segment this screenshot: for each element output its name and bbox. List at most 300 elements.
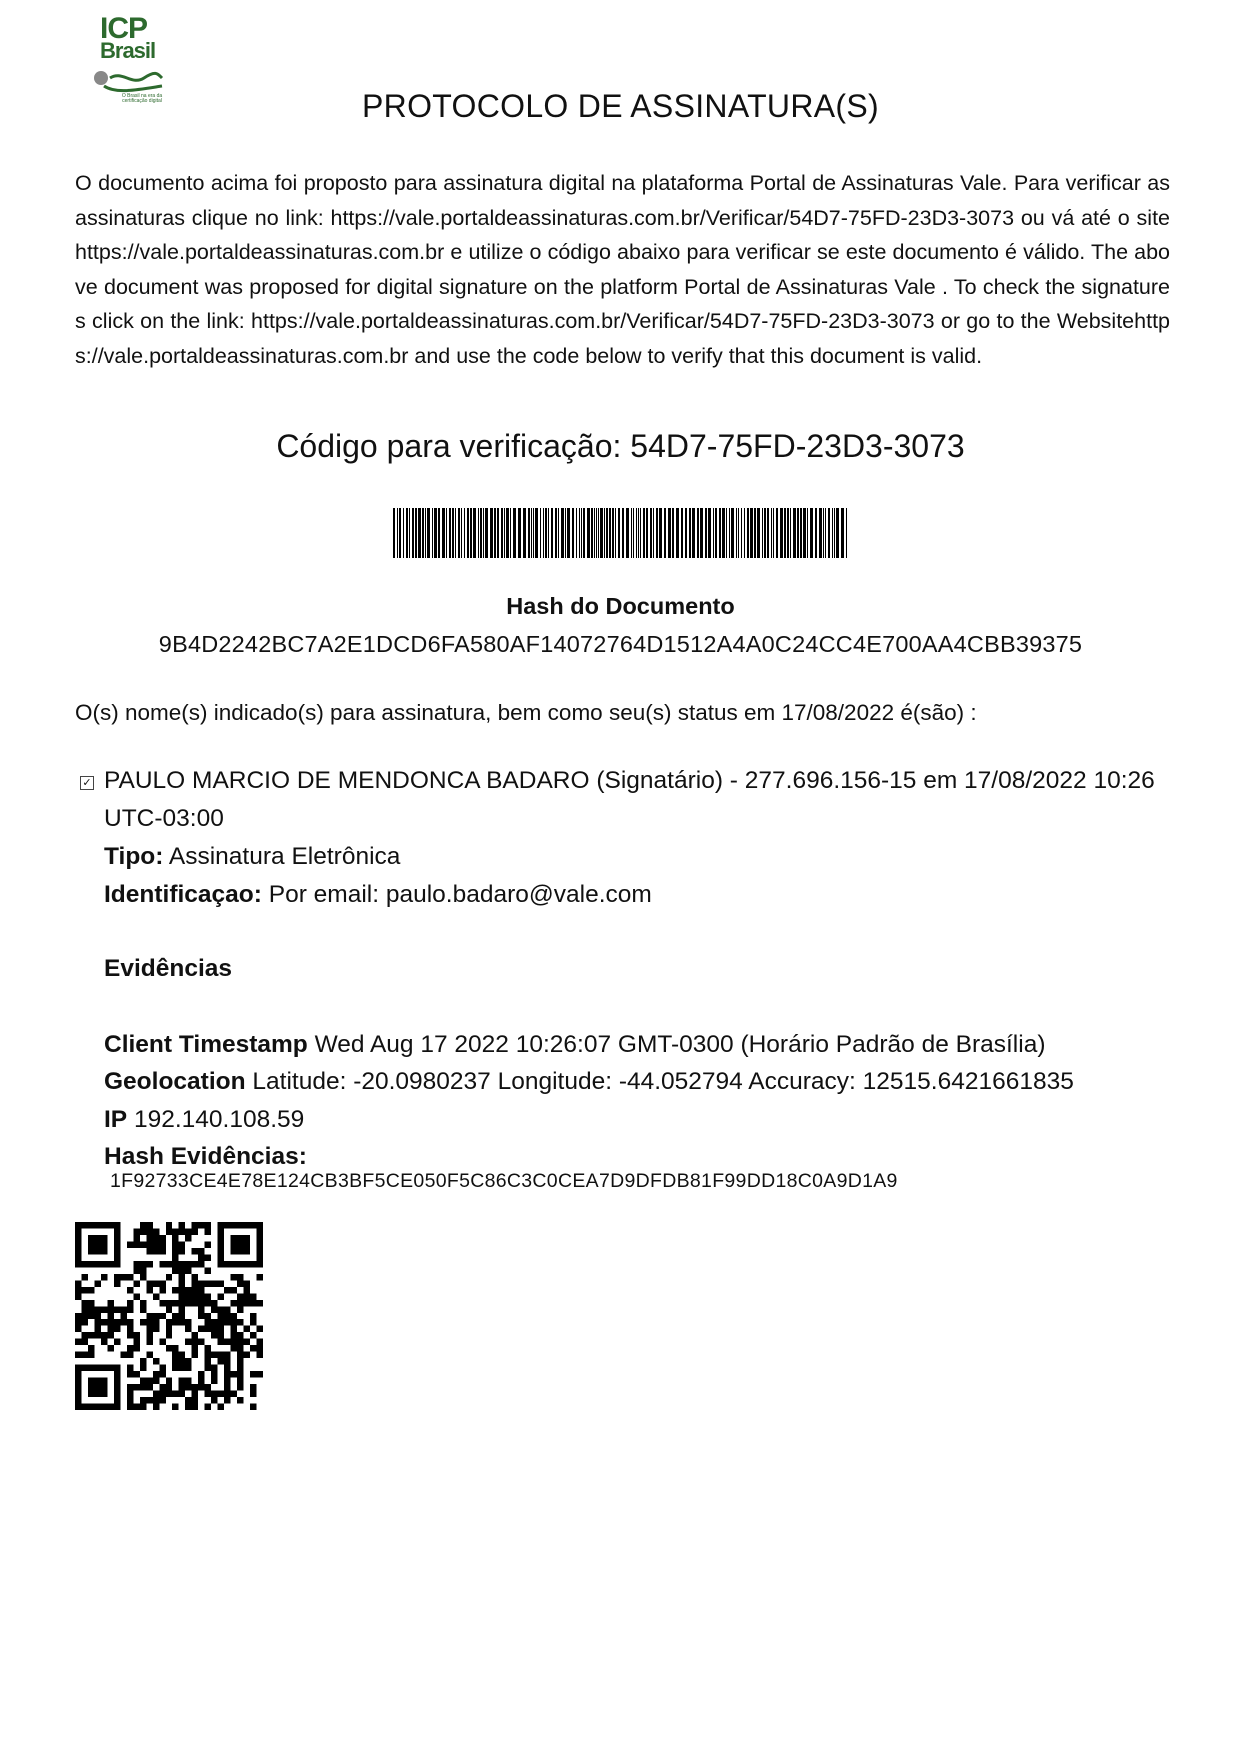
- barcode-bar: [594, 508, 595, 558]
- qr-module: [237, 1306, 243, 1312]
- verification-code-line: [0, 428, 1241, 465]
- qr-module: [127, 1404, 133, 1410]
- barcode-bar: [438, 508, 440, 558]
- qr-module: [133, 1293, 139, 1299]
- qr-module: [153, 1235, 159, 1241]
- qr-module: [205, 1384, 211, 1390]
- qr-module: [94, 1313, 100, 1319]
- qr-module: [218, 1339, 224, 1345]
- qr-module: [88, 1352, 94, 1358]
- qr-module: [81, 1365, 87, 1371]
- barcode-bar: [434, 508, 437, 558]
- qr-module: [192, 1339, 198, 1345]
- barcode-bar: [403, 508, 404, 558]
- qr-module: [133, 1228, 139, 1234]
- qr-module: [231, 1261, 237, 1267]
- qr-module: [192, 1384, 198, 1390]
- qr-module: [75, 1326, 81, 1332]
- barcode-bar: [722, 508, 725, 558]
- qr-module: [185, 1261, 191, 1267]
- barcode-bar: [415, 508, 417, 558]
- signer-type-value: Assinatura Eletrônica: [168, 843, 401, 870]
- qr-module: [218, 1254, 224, 1260]
- qr-module: [185, 1287, 191, 1293]
- qr-module: [179, 1378, 185, 1384]
- qr-module: [179, 1384, 185, 1390]
- qr-module: [133, 1241, 139, 1247]
- qr-module: [159, 1261, 165, 1267]
- qr-module: [88, 1391, 94, 1397]
- barcode-bar: [823, 508, 824, 558]
- qr-module: [179, 1300, 185, 1306]
- qr-module: [185, 1397, 191, 1403]
- qr-module: [218, 1280, 224, 1286]
- barcode-bar: [393, 508, 395, 558]
- qr-module: [140, 1306, 146, 1312]
- qr-module: [146, 1313, 152, 1319]
- qr-module: [159, 1391, 165, 1397]
- barcode-bar: [729, 508, 730, 558]
- qr-module: [198, 1313, 204, 1319]
- qr-module: [192, 1391, 198, 1397]
- barcode-bar: [825, 508, 826, 558]
- qr-module: [205, 1228, 211, 1234]
- qr-module: [94, 1248, 100, 1254]
- qr-module: [211, 1332, 217, 1338]
- qr-module: [231, 1345, 237, 1351]
- barcode-bar: [697, 508, 699, 558]
- qr-module: [211, 1280, 217, 1286]
- qr-module: [218, 1248, 224, 1254]
- qr-module: [101, 1222, 107, 1228]
- barcode-bar: [650, 508, 652, 558]
- qr-module: [185, 1384, 191, 1390]
- qr-module: [244, 1326, 250, 1332]
- qr-module: [237, 1345, 243, 1351]
- qr-module: [166, 1326, 172, 1332]
- qr-module: [166, 1391, 172, 1397]
- barcode-bar: [510, 508, 511, 558]
- qr-module: [81, 1319, 87, 1325]
- qr-module: [75, 1222, 81, 1228]
- barcode-bar: [736, 508, 737, 558]
- barcode-bar: [664, 508, 666, 558]
- qr-module: [140, 1241, 146, 1247]
- qr-module: [127, 1319, 133, 1325]
- qr-module: [159, 1397, 165, 1403]
- qr-module: [237, 1261, 243, 1267]
- qr-module: [75, 1371, 81, 1377]
- qr-module: [179, 1365, 185, 1371]
- barcode-bar: [797, 508, 799, 558]
- qr-module: [231, 1287, 237, 1293]
- qr-module: [166, 1274, 172, 1280]
- qr-module: [81, 1300, 87, 1306]
- qr-module: [140, 1397, 146, 1403]
- barcode-bar: [425, 508, 426, 558]
- qr-module: [153, 1371, 159, 1377]
- evidence-hash-label: Hash Evidências:: [104, 1143, 307, 1170]
- qr-module: [114, 1371, 120, 1377]
- qr-module: [88, 1300, 94, 1306]
- qr-module: [185, 1300, 191, 1306]
- qr-module: [75, 1280, 81, 1286]
- qr-module: [257, 1339, 263, 1345]
- qr-module: [185, 1404, 191, 1410]
- qr-module: [81, 1287, 87, 1293]
- client-timestamp-label: Client Timestamp: [104, 1031, 308, 1058]
- qr-module: [127, 1287, 133, 1293]
- qr-module: [224, 1287, 230, 1293]
- qr-module: [172, 1313, 178, 1319]
- qr-module: [75, 1235, 81, 1241]
- qr-module: [205, 1222, 211, 1228]
- qr-module: [224, 1378, 230, 1384]
- barcode-bar: [432, 508, 433, 558]
- barcode-bar: [581, 508, 582, 558]
- qr-module: [224, 1397, 230, 1403]
- qr-module: [114, 1365, 120, 1371]
- qr-module: [146, 1319, 152, 1325]
- qr-module: [114, 1254, 120, 1260]
- qr-module: [146, 1235, 152, 1241]
- qr-module: [244, 1339, 250, 1345]
- qr-module: [159, 1248, 165, 1254]
- qr-module: [205, 1293, 211, 1299]
- qr-module: [140, 1267, 146, 1273]
- qr-module: [75, 1397, 81, 1403]
- qr-module: [185, 1326, 191, 1332]
- qr-module: [244, 1241, 250, 1247]
- qr-module: [127, 1384, 133, 1390]
- qr-module: [250, 1404, 256, 1410]
- qr-module: [257, 1254, 263, 1260]
- qr-module: [257, 1326, 263, 1332]
- qr-module: [192, 1287, 198, 1293]
- qr-module: [257, 1222, 263, 1228]
- barcode-bar: [579, 508, 580, 558]
- document-hash-value: 9B4D2242BC7A2E1DCD6FA580AF14072764D1512A4A0C24CC4E700AA4CBB39375: [158, 631, 1083, 657]
- qr-module: [159, 1235, 165, 1241]
- barcode-bar: [561, 508, 564, 558]
- barcode-bar: [773, 508, 774, 558]
- qr-module: [185, 1339, 191, 1345]
- qr-module: [205, 1241, 211, 1247]
- qr-module: [101, 1261, 107, 1267]
- qr-module: [159, 1339, 165, 1345]
- qr-module: [231, 1391, 237, 1397]
- qr-module: [127, 1274, 133, 1280]
- qr-module: [127, 1326, 133, 1332]
- verification-code: 54D7-75FD-23D3-3073: [630, 428, 965, 464]
- qr-module: [192, 1332, 198, 1338]
- barcode-bar: [452, 508, 454, 558]
- qr-module: [153, 1313, 159, 1319]
- qr-module: [75, 1404, 81, 1410]
- qr-module: [172, 1352, 178, 1358]
- qr-module: [172, 1261, 178, 1267]
- barcode-bar: [819, 508, 822, 558]
- qr-module: [250, 1391, 256, 1397]
- barcode-bar: [483, 508, 484, 558]
- barcode-bar: [533, 508, 534, 558]
- qr-module: [231, 1222, 237, 1228]
- qr-module: [244, 1248, 250, 1254]
- barcode-bar: [412, 508, 414, 558]
- qr-module: [88, 1261, 94, 1267]
- qr-module: [198, 1326, 204, 1332]
- barcode-bar: [490, 508, 493, 558]
- qr-module: [81, 1306, 87, 1312]
- qr-module: [231, 1248, 237, 1254]
- qr-module: [120, 1306, 126, 1312]
- qr-module: [205, 1345, 211, 1351]
- qr-module: [211, 1378, 217, 1384]
- barcode-bar: [591, 508, 593, 558]
- qr-module: [146, 1378, 152, 1384]
- qr-module: [133, 1384, 139, 1390]
- barcode-bar: [828, 508, 830, 558]
- qr-module: [198, 1378, 204, 1384]
- qr-module: [101, 1332, 107, 1338]
- qr-module: [107, 1261, 113, 1267]
- qr-module: [205, 1365, 211, 1371]
- qr-module: [94, 1235, 100, 1241]
- qr-module: [172, 1345, 178, 1351]
- qr-module: [94, 1280, 100, 1286]
- qr-module: [133, 1339, 139, 1345]
- barcode-bar: [692, 508, 695, 558]
- barcode-bar: [485, 508, 488, 558]
- qr-module: [127, 1371, 133, 1377]
- qr-module: [114, 1241, 120, 1247]
- barcode-bar: [757, 508, 760, 558]
- barcode-bar: [672, 508, 674, 558]
- barcode-bar: [810, 508, 813, 558]
- qr-module: [185, 1358, 191, 1364]
- qr-module: [257, 1352, 263, 1358]
- qr-module: [94, 1306, 100, 1312]
- qr-module: [237, 1274, 243, 1280]
- qr-module: [172, 1391, 178, 1397]
- qr-module: [185, 1365, 191, 1371]
- qr-module: [166, 1300, 172, 1306]
- qr-module: [133, 1261, 139, 1267]
- barcode-bar: [587, 508, 590, 558]
- barcode-icon: [393, 508, 849, 558]
- barcode-bar: [780, 508, 783, 558]
- qr-module: [88, 1287, 94, 1293]
- qr-module: [88, 1306, 94, 1312]
- qr-module: [192, 1261, 198, 1267]
- qr-module: [120, 1274, 126, 1280]
- qr-module: [237, 1222, 243, 1228]
- qr-module: [179, 1313, 185, 1319]
- barcode-bar: [565, 508, 566, 558]
- qr-module: [192, 1404, 198, 1410]
- qr-module: [153, 1293, 159, 1299]
- qr-module: [146, 1241, 152, 1247]
- barcode-bar: [787, 508, 789, 558]
- barcode-bar: [494, 508, 496, 558]
- qr-module: [198, 1287, 204, 1293]
- qr-module: [192, 1293, 198, 1299]
- qr-module: [153, 1358, 159, 1364]
- qr-module: [88, 1222, 94, 1228]
- qr-module: [237, 1300, 243, 1306]
- qr-module: [257, 1235, 263, 1241]
- page-title: PROTOCOLO DE ASSINATURA(S): [362, 88, 879, 124]
- qr-module: [179, 1248, 185, 1254]
- qr-module: [107, 1404, 113, 1410]
- qr-module: [218, 1319, 224, 1325]
- qr-module: [101, 1235, 107, 1241]
- qr-module: [231, 1274, 237, 1280]
- qr-module: [198, 1371, 204, 1377]
- barcode-bar: [668, 508, 671, 558]
- barcode-bar: [636, 508, 637, 558]
- qr-module: [140, 1384, 146, 1390]
- qr-module: [179, 1274, 185, 1280]
- barcode-bar: [685, 508, 687, 558]
- qr-module: [146, 1326, 152, 1332]
- qr-module: [94, 1404, 100, 1410]
- qr-module: [140, 1378, 146, 1384]
- barcode-bar: [528, 508, 530, 558]
- qr-module: [114, 1384, 120, 1390]
- qr-module: [166, 1261, 172, 1267]
- qr-module: [81, 1313, 87, 1319]
- qr-module: [172, 1267, 178, 1273]
- qr-module: [159, 1280, 165, 1286]
- qr-module: [198, 1222, 204, 1228]
- qr-module: [211, 1391, 217, 1397]
- qr-module: [146, 1248, 152, 1254]
- qr-module: [146, 1339, 152, 1345]
- qr-module: [120, 1313, 126, 1319]
- barcode-bar: [719, 508, 721, 558]
- barcode-bar: [618, 508, 620, 558]
- barcode-bar: [612, 508, 614, 558]
- qr-module: [218, 1293, 224, 1299]
- barcode-bar: [446, 508, 447, 558]
- qr-module: [172, 1228, 178, 1234]
- qr-module: [231, 1235, 237, 1241]
- qr-module: [88, 1332, 94, 1338]
- qr-module: [237, 1371, 243, 1377]
- qr-module: [218, 1404, 224, 1410]
- qr-module: [94, 1222, 100, 1228]
- qr-module: [75, 1228, 81, 1234]
- qr-module: [140, 1404, 146, 1410]
- qr-module: [218, 1222, 224, 1228]
- qr-module: [153, 1378, 159, 1384]
- barcode-bar: [606, 508, 608, 558]
- qr-module: [140, 1300, 146, 1306]
- qr-module: [172, 1248, 178, 1254]
- qr-module: [81, 1261, 87, 1267]
- barcode-bar: [540, 508, 541, 558]
- barcode-bar: [631, 508, 632, 558]
- qr-module: [127, 1397, 133, 1403]
- qr-module: [114, 1326, 120, 1332]
- barcode-bar: [567, 508, 570, 558]
- barcode-bar: [744, 508, 745, 558]
- qr-module: [107, 1345, 113, 1351]
- qr-module: [133, 1235, 139, 1241]
- barcode-bar: [458, 508, 460, 558]
- qr-module: [237, 1293, 243, 1299]
- signer-id-value: Por email: paulo.badaro@vale.com: [268, 881, 652, 908]
- qr-module: [179, 1352, 185, 1358]
- qr-module: [244, 1280, 250, 1286]
- qr-module: [127, 1332, 133, 1338]
- qr-module: [185, 1293, 191, 1299]
- qr-module: [237, 1378, 243, 1384]
- signer-type: [104, 838, 400, 876]
- qr-module: [75, 1391, 81, 1397]
- qr-module: [81, 1352, 87, 1358]
- signer-name-line: PAULO MARCIO DE MENDONCA BADARO (Signatário) - 277.696.156-15 em 17/08/2022 10:26 UTC-03:00: [104, 767, 1155, 832]
- barcode-bar: [598, 508, 599, 558]
- qr-module: [205, 1300, 211, 1306]
- qr-module: [101, 1339, 107, 1345]
- qr-module: [107, 1313, 113, 1319]
- qr-module: [114, 1391, 120, 1397]
- qr-module: [114, 1274, 120, 1280]
- qr-module: [179, 1319, 185, 1325]
- qr-module: [205, 1352, 211, 1358]
- qr-module: [75, 1313, 81, 1319]
- qr-module: [120, 1352, 126, 1358]
- barcode-bar: [659, 508, 662, 558]
- qr-module: [114, 1248, 120, 1254]
- qr-module: [107, 1222, 113, 1228]
- qr-module: [94, 1365, 100, 1371]
- barcode-bar: [518, 508, 521, 558]
- qr-module: [81, 1404, 87, 1410]
- qr-module: [237, 1339, 243, 1345]
- qr-module: [75, 1339, 81, 1345]
- qr-module: [75, 1319, 81, 1325]
- qr-module: [218, 1332, 224, 1338]
- qr-module: [88, 1345, 94, 1351]
- qr-module: [237, 1241, 243, 1247]
- barcode-bar: [741, 508, 742, 558]
- qr-module: [205, 1326, 211, 1332]
- barcode-bar: [747, 508, 749, 558]
- barcode-bar: [776, 508, 778, 558]
- evidence-heading: Evidências: [104, 955, 233, 982]
- barcode-bar: [455, 508, 456, 558]
- qr-module: [237, 1365, 243, 1371]
- qr-module: [257, 1345, 263, 1351]
- barcode-bar: [523, 508, 526, 558]
- qr-module: [127, 1300, 133, 1306]
- barcode-bar: [535, 508, 538, 558]
- qr-module: [159, 1241, 165, 1247]
- qr-module: [224, 1358, 230, 1364]
- qr-module: [75, 1365, 81, 1371]
- qr-module: [94, 1319, 100, 1325]
- qr-module: [218, 1261, 224, 1267]
- qr-module: [114, 1339, 120, 1345]
- qr-module: [198, 1293, 204, 1299]
- barcode-bar: [750, 508, 753, 558]
- qr-module: [101, 1274, 107, 1280]
- barcode-bar: [600, 508, 603, 558]
- qr-module: [88, 1384, 94, 1390]
